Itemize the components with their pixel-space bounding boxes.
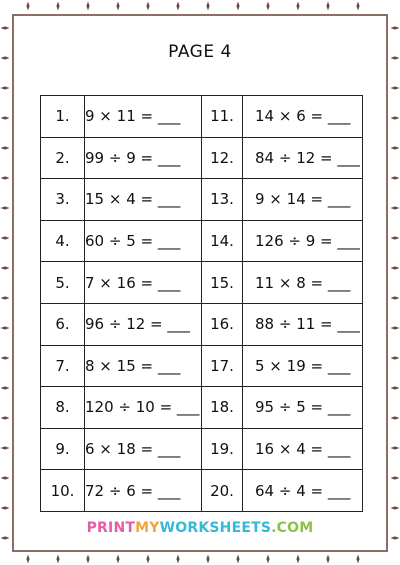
problem-expression: 84 ÷ 12 = ___ [243, 137, 363, 179]
problem-expression: 9 × 14 = ___ [243, 179, 363, 221]
problem-expression: 88 ÷ 11 = ___ [243, 303, 363, 345]
problem-number: 4. [41, 220, 85, 262]
brand-part: .COM [271, 520, 314, 536]
border-diamond-icon [1, 536, 10, 539]
problem-number: 18. [202, 387, 243, 429]
table-row [41, 303, 363, 345]
problem-number: 3. [41, 179, 85, 221]
problem-number: 10. [41, 470, 85, 512]
problem-expression: 5 × 19 = ___ [243, 345, 363, 387]
table-row [41, 179, 363, 221]
border-diamond-icon [56, 555, 59, 564]
problem-number: 1. [41, 96, 85, 138]
problem-number: 7. [41, 345, 85, 387]
problem-expression: 8 × 15 = ___ [85, 345, 202, 387]
border-diamond-icon [116, 2, 119, 11]
problem-expression: 120 ÷ 10 = ___ [85, 387, 202, 429]
border-diamond-icon [146, 555, 149, 564]
brand-logo [0, 520, 400, 536]
problem-expression: 9 × 11 = ___ [85, 96, 202, 138]
border-diamond-icon [391, 26, 400, 29]
border-diamond-icon [1, 326, 10, 329]
border-diamond-icon [1, 266, 10, 269]
border-diamond-icon [206, 555, 209, 564]
border-diamond-icon [1, 206, 10, 209]
border-diamond-icon [1, 26, 10, 29]
border-diamond-icon [1, 506, 10, 509]
border-diamond-icon [266, 2, 269, 11]
border-diamond-icon [1, 416, 10, 419]
border-diamond-icon [391, 176, 400, 179]
problem-expression: 60 ÷ 5 = ___ [85, 220, 202, 262]
border-diamond-icon [391, 356, 400, 359]
border-diamond-icon [391, 386, 400, 389]
problem-expression: 14 × 6 = ___ [243, 96, 363, 138]
problem-number: 2. [41, 137, 85, 179]
problem-number: 9. [41, 428, 85, 470]
border-diamond-icon [206, 2, 209, 11]
border-diamond-icon [1, 236, 10, 239]
problem-number: 11. [202, 96, 243, 138]
problem-number: 15. [202, 262, 243, 304]
problem-number: 19. [202, 428, 243, 470]
border-diamond-icon [1, 146, 10, 149]
table-row [41, 137, 363, 179]
problem-expression: 7 × 16 = ___ [85, 262, 202, 304]
border-diamond-icon [1, 116, 10, 119]
border-diamond-icon [391, 476, 400, 479]
problem-expression: 64 ÷ 4 = ___ [243, 470, 363, 512]
problem-expression: 72 ÷ 6 = ___ [85, 470, 202, 512]
border-diamond-icon [1, 386, 10, 389]
border-diamond-icon [26, 2, 29, 11]
border-diamond-icon [391, 416, 400, 419]
border-diamond-icon [391, 116, 400, 119]
table-row [41, 220, 363, 262]
border-diamond-icon [1, 296, 10, 299]
border-diamond-icon [26, 555, 29, 564]
problem-number: 13. [202, 179, 243, 221]
brand-part: WORKSHEETS [159, 520, 272, 536]
border-diamond-icon [236, 2, 239, 11]
border-diamond-icon [1, 176, 10, 179]
problems-table [40, 95, 363, 512]
border-diamond-icon [86, 555, 89, 564]
border-diamond-icon [391, 206, 400, 209]
border-diamond-icon [391, 446, 400, 449]
table-row [41, 470, 363, 512]
border-diamond-icon [296, 555, 299, 564]
table-row [41, 345, 363, 387]
problem-expression: 15 × 4 = ___ [85, 179, 202, 221]
border-diamond-icon [391, 506, 400, 509]
border-diamond-icon [391, 86, 400, 89]
table-row [41, 96, 363, 138]
problem-expression: 96 ÷ 12 = ___ [85, 303, 202, 345]
problem-number: 5. [41, 262, 85, 304]
problem-number: 6. [41, 303, 85, 345]
border-diamond-icon [326, 2, 329, 11]
problem-expression: 11 × 8 = ___ [243, 262, 363, 304]
border-diamond-icon [56, 2, 59, 11]
border-diamond-icon [176, 555, 179, 564]
border-diamond-icon [1, 476, 10, 479]
border-diamond-icon [391, 536, 400, 539]
border-diamond-icon [236, 555, 239, 564]
problem-number: 20. [202, 470, 243, 512]
problem-expression: 6 × 18 = ___ [85, 428, 202, 470]
problem-number: 12. [202, 137, 243, 179]
table-row [41, 428, 363, 470]
problem-number: 16. [202, 303, 243, 345]
border-diamond-icon [391, 146, 400, 149]
border-diamond-icon [391, 326, 400, 329]
border-diamond-icon [86, 2, 89, 11]
border-diamond-icon [391, 296, 400, 299]
problem-number: 14. [202, 220, 243, 262]
problem-expression: 99 ÷ 9 = ___ [85, 137, 202, 179]
table-row [41, 387, 363, 429]
border-diamond-icon [356, 555, 359, 564]
problem-expression: 16 × 4 = ___ [243, 428, 363, 470]
brand-part: PRINT [86, 520, 136, 536]
border-diamond-icon [266, 555, 269, 564]
border-diamond-icon [1, 86, 10, 89]
border-diamond-icon [391, 236, 400, 239]
border-diamond-icon [1, 356, 10, 359]
page-title: PAGE 4 [168, 42, 232, 62]
brand-part: MY [135, 520, 160, 536]
border-diamond-icon [296, 2, 299, 11]
border-diamond-icon [1, 446, 10, 449]
problem-number: 17. [202, 345, 243, 387]
border-diamond-icon [176, 2, 179, 11]
problem-expression: 95 ÷ 5 = ___ [243, 387, 363, 429]
border-diamond-icon [391, 266, 400, 269]
border-diamond-icon [116, 555, 119, 564]
border-diamond-icon [146, 2, 149, 11]
problem-expression: 126 ÷ 9 = ___ [243, 220, 363, 262]
border-diamond-icon [326, 555, 329, 564]
border-diamond-icon [356, 2, 359, 11]
table-row [41, 262, 363, 304]
problem-number: 8. [41, 387, 85, 429]
